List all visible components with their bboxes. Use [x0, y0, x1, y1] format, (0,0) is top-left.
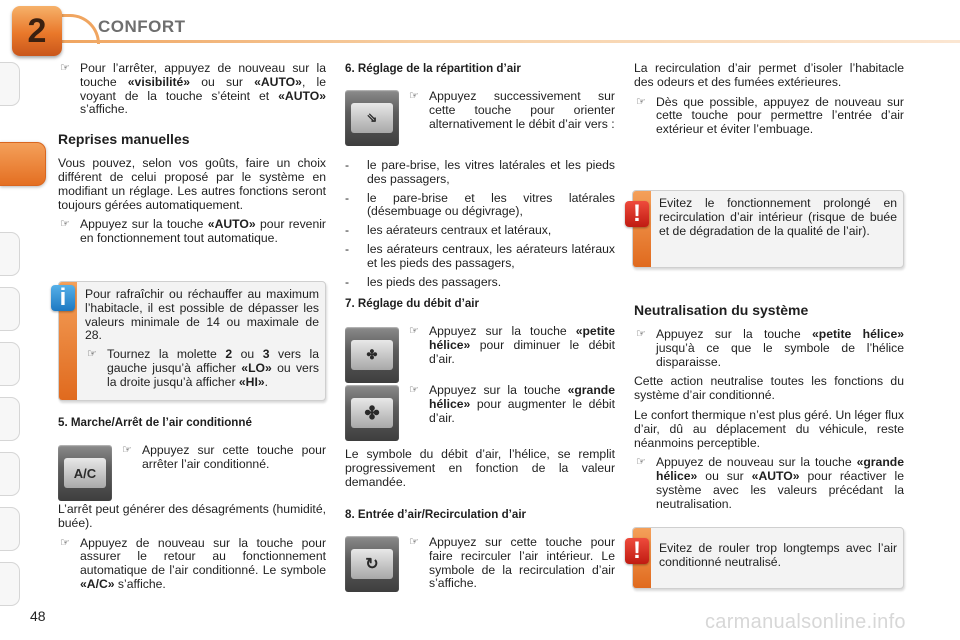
- chapter-tab-7[interactable]: [0, 452, 20, 496]
- chapter-tabs: [0, 52, 22, 640]
- recirc-text: La recirculation d’air permet d’isoler l’habitacle des odeurs et des fumées extérieures.: [634, 61, 904, 89]
- manual-text: Vous pouvez, selon vos goûts, faire un choix différent de celui proposé par le système en modifiant un réglage. Les autres fonctions seront toujours gérées automatiquement.: [58, 156, 326, 212]
- list-item: - les pieds des passagers.: [345, 274, 502, 289]
- section6-bullet-wrap: [407, 90, 615, 137]
- neutral-text2: Le confort thermique n’est plus géré. Un léger flux d’air, dû au déplacement du véhicule, reste néanmoins perceptible.: [634, 407, 904, 450]
- section8-bullet-wrap: [407, 536, 615, 597]
- chapter-tab-8[interactable]: [0, 507, 20, 551]
- pointing-hand-icon: ☞: [636, 456, 646, 469]
- ac-button-image: [58, 445, 112, 501]
- recirc-bullet: ☞ Dès que possible, appuyez de nouveau sur cette touche pour permettre l’entrée d’air extérieur et éviter l’embuage.: [636, 94, 904, 137]
- small-fan-icon: ✤: [351, 340, 393, 370]
- neutral-bullet2: ☞ Appuyez de nouveau sur la touche «grande hélice» ou sur «AUTO» pour réactiver le système avec les valeurs précédant la neutralisation.: [636, 455, 904, 511]
- section-5: [58, 416, 326, 437]
- section5-bullet: ☞ Appuyez sur cette touche pour arrêter l’air conditionné.: [122, 443, 326, 471]
- section7-bullet2: ☞ Appuyez sur la touche «grande hélice» pour augmenter le débit d’air.: [409, 383, 615, 425]
- large-fan-icon: ✤: [351, 398, 393, 428]
- section7-bullet1: ☞ Appuyez sur la touche «petite hélice» pour diminuer le débit d’air.: [409, 324, 615, 366]
- page-number: 48: [30, 608, 46, 624]
- pointing-hand-icon: ☞: [60, 218, 70, 231]
- air-distribution-button-image: [345, 90, 399, 146]
- section5-title: 5. Marche/Arrêt de l’air conditionné: [58, 416, 252, 429]
- section-6: [345, 62, 615, 83]
- pointing-hand-icon: ☞: [87, 348, 97, 361]
- pointing-hand-icon: ☞: [409, 536, 419, 548]
- chapter-badge: [12, 6, 62, 56]
- chapter-tab-6[interactable]: [0, 397, 20, 441]
- section-7: [345, 297, 615, 318]
- section7-bullet1-wrap: [407, 325, 615, 372]
- chapter-tab-4[interactable]: [0, 287, 20, 331]
- section7-bullet2-wrap: [407, 384, 615, 431]
- section5-body: [58, 503, 326, 598]
- list-item: - les aérateurs centraux, les aérateurs latéraux et les pieds des passagers,: [345, 241, 615, 270]
- info-icon: i: [51, 285, 75, 311]
- section6-list: [345, 159, 615, 294]
- recirculation-button-image: [345, 536, 399, 592]
- chapter-tab-3[interactable]: [0, 232, 20, 276]
- bullet-auto-return: ☞ Appuyez sur la touche «AUTO» pour revenir en fonctionnement tout automatique.: [60, 217, 326, 246]
- pointing-hand-icon: ☞: [409, 384, 419, 396]
- pointing-hand-icon: ☞: [636, 95, 646, 108]
- info-bullet: ☞ Tournez la molette 2 ou 3 vers la gauche jusqu’à afficher «LO» ou vers la droite jusqu’à afficher «HI».: [87, 347, 319, 389]
- pointing-hand-icon: ☞: [636, 328, 646, 340]
- heading-neutral: Neutralisation du système: [634, 302, 809, 318]
- neutral-bullet: ☞ Appuyez sur la touche «petite hélice» jusqu’à ce que le symbole de l’hélice disparaisse.: [636, 327, 905, 369]
- bullet-stop-auto: ☞ Pour l’arrêter, appuyez de nouveau sur la touche «visibilité» ou sur «AUTO», le voyant de la touche s’éteint et «AUTO» s’affiche.: [60, 61, 326, 117]
- header-rule: [62, 40, 960, 43]
- list-item: - le pare-brise, les vitres latérales et les pieds des passagers,: [345, 158, 615, 186]
- info-box: [58, 281, 326, 401]
- pointing-hand-icon: ☞: [60, 536, 70, 549]
- list-item: - les aérateurs centraux et latéraux,: [345, 223, 552, 238]
- column-left: [58, 62, 326, 252]
- section7-body: [345, 448, 615, 495]
- list-item: - le pare-brise et les vitres latérales (désembuage ou dégivrage),: [345, 190, 615, 219]
- section6-title: 6. Réglage de la répartition d’air: [345, 62, 521, 75]
- section-8: [345, 508, 615, 529]
- warning2-text: Evitez de rouler trop longtemps avec l’air conditionné neutralisé.: [659, 541, 897, 569]
- section5-text: L’arrêt peut générer des désagréments (humidité, buée).: [58, 502, 326, 530]
- column-right: [634, 62, 904, 143]
- page-title: CONFORT: [98, 17, 186, 36]
- warning1-text: Evitez le fonctionnement prolongé en recirculation d’air intérieur (risque de buée et de dégradation de la qualité de l’air).: [659, 196, 897, 238]
- pointing-hand-icon: ☞: [60, 62, 70, 74]
- watermark: carmanualsonline.info: [705, 611, 906, 633]
- pointing-hand-icon: ☞: [409, 325, 419, 337]
- large-fan-button-image: [345, 385, 399, 441]
- chapter-tab-5[interactable]: [0, 342, 20, 386]
- section-neutralisation: [634, 296, 904, 518]
- heading-manual: Reprises manuelles: [58, 131, 190, 148]
- neutral-text1: Cette action neutralise toutes les fonctions du système d’air conditionné.: [634, 374, 904, 403]
- section5-bullet2: ☞ Appuyez de nouveau sur la touche pour assurer le retour au fonctionnement automatique de l’air conditionné. Le symbole «A/C» s’affiche.: [60, 535, 326, 591]
- info-text: Pour rafraîchir ou réchauffer au maximum l’habitacle, il est possible de dépasser les valeurs minimale de 14 ou maximale de 28.: [85, 287, 319, 343]
- exclamation-icon: !: [625, 538, 649, 564]
- section8-bullet: ☞ Appuyez sur cette touche pour faire recirculer l’air intérieur. Le symbole de la recirculation d’air s’affiche.: [409, 535, 615, 591]
- ac-button-label: A/C: [64, 458, 106, 488]
- section7-title: 7. Réglage du débit d’air: [345, 297, 479, 310]
- exclamation-icon: !: [625, 201, 649, 227]
- small-fan-button-image: [345, 327, 399, 383]
- section5-bullet-wrap: [120, 444, 326, 478]
- chapter-number: 2: [27, 11, 47, 50]
- warning-box-neutralisation: [632, 527, 904, 589]
- warning-box-recirculation: [632, 190, 904, 268]
- recirculation-icon: ↻: [351, 549, 393, 579]
- section7-text: Le symbole du débit d’air, l’hélice, se remplit progressivement en fonction de la valeur demandée.: [345, 447, 615, 489]
- page-header: [0, 0, 960, 52]
- section6-bullet: ☞ Appuyez successivement sur cette touche pour orienter alternativement le débit d’air vers :: [409, 89, 615, 131]
- pointing-hand-icon: ☞: [122, 444, 132, 456]
- chapter-tab-2-active[interactable]: [0, 142, 46, 186]
- chapter-tab-1[interactable]: [0, 62, 20, 106]
- section8-title: 8. Entrée d’air/Recirculation d’air: [345, 508, 527, 521]
- air-distribution-icon: ⇘: [351, 103, 393, 133]
- pointing-hand-icon: ☞: [409, 90, 419, 102]
- chapter-tab-9[interactable]: [0, 562, 20, 606]
